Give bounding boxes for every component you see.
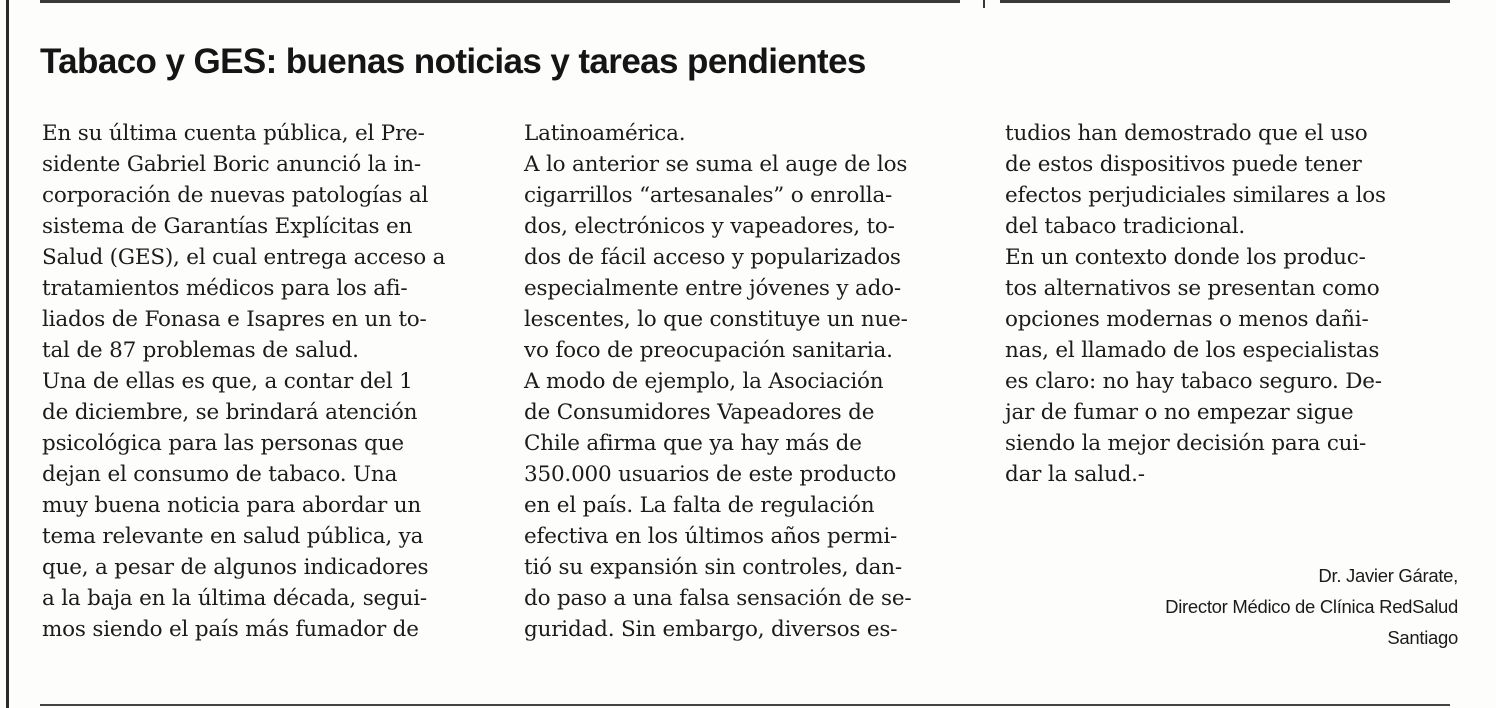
text-line: de diciembre, se brindará atención (42, 400, 418, 425)
article-title: Tabaco y GES: buenas noticias y tareas pendientes (40, 42, 866, 81)
article-column-2 (524, 118, 911, 645)
text-line: dos, electrónicos y vapeadores, to- (524, 214, 895, 239)
text-line: que, a pesar de algunos indicadores (42, 555, 429, 580)
text-line: tudios han demostrado que el uso (1005, 121, 1368, 146)
text-line: lescentes, lo que constituye un nue- (524, 307, 908, 332)
text-line: jar de fumar o no empezar sigue (1005, 400, 1354, 425)
text-line: especialmente entre jóvenes y ado- (524, 276, 901, 301)
text-line: de estos dispositivos puede tener (1005, 152, 1362, 177)
text-line: en el país. La falta de regulación (524, 493, 875, 518)
article-column-3 (1005, 118, 1386, 490)
author-city: Santiago (1387, 627, 1458, 648)
text-line: Chile afirma que ya hay más de (524, 431, 862, 456)
text-line: efectiva en los últimos años permi- (524, 524, 898, 549)
author-name: Dr. Javier Gárate, (1318, 565, 1458, 586)
text-line: sidente Gabriel Boric anunció la in- (42, 152, 421, 177)
author-signature (1165, 560, 1458, 653)
text-line: liados de Fonasa e Isapres en un to- (42, 307, 427, 332)
text-line: tratamientos médicos para los afi- (42, 276, 408, 301)
text-line: del tabaco tradicional. (1005, 214, 1246, 239)
text-line: muy buena noticia para abordar un (42, 493, 422, 518)
top-rule-right (1000, 0, 1450, 3)
top-rule (40, 0, 960, 3)
text-line: psicológica para las personas que (42, 431, 404, 456)
text-line: Una de ellas es que, a contar del 1 (42, 369, 413, 394)
text-line: 350.000 usuarios de este producto (524, 462, 897, 487)
text-line: tió su expansión sin controles, dan- (524, 555, 902, 580)
text-line: siendo la mejor decisión para cui- (1005, 431, 1367, 456)
text-line: tema relevante en salud pública, ya (42, 524, 424, 549)
text-line: En su última cuenta pública, el Pre- (42, 121, 425, 146)
text-line: sistema de Garantías Explícitas en (42, 214, 413, 239)
text-line: corporación de nuevas patologías al (42, 183, 429, 208)
text-line: es claro: no hay tabaco seguro. De- (1005, 369, 1382, 394)
text-line: tos alternativos se presentan como (1005, 276, 1380, 301)
text-line: tal de 87 problemas de salud. (42, 338, 359, 363)
text-line: de Consumidores Vapeadores de (524, 400, 875, 425)
left-border-rule (6, 0, 9, 708)
text-line: Latinoamérica. (524, 121, 686, 146)
text-line: Salud (GES), el cual entrega acceso a (42, 245, 446, 270)
text-line: efectos perjudiciales similares a los (1005, 183, 1386, 208)
text-line: mos siendo el país más fumador de (42, 617, 419, 642)
bottom-rule (40, 704, 1450, 706)
text-line: dar la salud.- (1005, 462, 1145, 487)
author-role: Director Médico de Clínica RedSalud (1165, 596, 1458, 617)
text-line: vo foco de preocupación sanitaria. (524, 338, 893, 363)
text-line: do paso a una falsa sensación de se- (524, 586, 912, 611)
text-line: opciones modernas o menos dañi- (1005, 307, 1369, 332)
text-line: a la baja en la última década, segui- (42, 586, 427, 611)
text-line: nas, el llamado de los especialistas (1005, 338, 1380, 363)
text-line: A modo de ejemplo, la Asociación (524, 369, 884, 394)
text-line: guridad. Sin embargo, diversos es- (524, 617, 898, 642)
text-line: dos de fácil acceso y popularizados (524, 245, 901, 270)
text-line: A lo anterior se suma el auge de los (524, 152, 908, 177)
top-rule-tick (983, 0, 985, 8)
text-line: cigarrillos “artesanales” o enrolla- (524, 183, 893, 208)
article-column-1 (42, 118, 445, 645)
text-line: dejan el consumo de tabaco. Una (42, 462, 398, 487)
text-line: En un contexto donde los produc- (1005, 245, 1366, 270)
